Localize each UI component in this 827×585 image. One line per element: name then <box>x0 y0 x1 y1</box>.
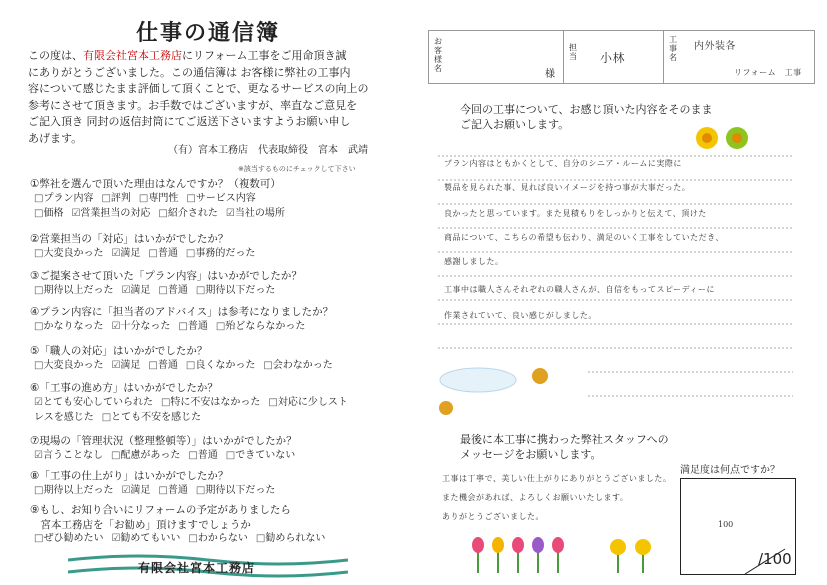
question-7-options <box>34 448 303 463</box>
work-value2: リフォーム 工事 <box>734 68 802 77</box>
checkbox-option[interactable]: □ プラン内容 <box>34 193 93 204</box>
intro-line4: 参考にさせて頂きます。お手数ではございますが、率直なご意見を <box>28 98 358 112</box>
checkbox-option[interactable]: ☑ 満足 <box>121 485 150 496</box>
question-7: ⑦現場の「管理状況（整理整頓等）」はいかがでしたか？ <box>30 435 297 447</box>
checkbox-option[interactable]: ☑ 営業担当の対応 <box>71 208 150 219</box>
question-9-options <box>34 531 333 546</box>
intro-line6: あげます。 <box>28 131 83 145</box>
question-2-options <box>34 246 263 261</box>
question-8: ⑧「工事の仕上がり」はいかがでしたか？ <box>30 470 229 482</box>
checkbox-option[interactable]: ☑ 満足 <box>121 285 150 296</box>
handwritten-line: 商品について、こちらの希望も伝わり、満足のいく工事をしていただき、 <box>444 233 724 242</box>
checkbox-option[interactable]: □ 事務的だった <box>186 248 255 259</box>
checkbox-option[interactable]: □ 期待以下だった <box>196 285 275 296</box>
checkbox-option[interactable]: □ とても不安を感じた <box>102 412 201 423</box>
question-1: ①弊社を選んで頂いた理由はなんですか？（複数可） <box>30 178 281 190</box>
checkbox-option[interactable]: ☑ 満足 <box>111 248 140 259</box>
checkbox-option[interactable]: ☑ 満足 <box>111 360 140 371</box>
prompt1-line1: 今回の工事について、お感じ頂いた内容をそのまま <box>460 103 713 116</box>
prompt2-line1: 最後に本工事に携わった弊社スタッフへの <box>460 433 669 446</box>
checkbox-option[interactable]: □ 特に不安はなかった <box>161 397 260 408</box>
checkbox-option[interactable]: □ 殆どならなかった <box>216 321 305 332</box>
page-title: 仕事の通信簿 <box>135 21 280 46</box>
customer-label: お客様名 <box>434 37 442 73</box>
intro-company: 有限会社宮本工務店 <box>83 49 182 62</box>
checkbox-option[interactable]: □ 紹介された <box>158 208 217 219</box>
checkbox-option[interactable]: □ 評判 <box>101 193 130 204</box>
checkbox-option: レスを感じた <box>34 412 94 423</box>
question-8-options <box>34 483 283 498</box>
checkbox-option[interactable]: □ 普通 <box>178 321 207 332</box>
staff-label: 担当 <box>569 43 577 61</box>
bird-illustration-icon <box>438 360 568 420</box>
checkbox-option[interactable]: □ 大変良かった <box>34 248 103 259</box>
checkbox-option[interactable]: ☑ 十分なった <box>111 321 170 332</box>
question-3: ③ご提案させて頂いた「プラン内容」はいかがでしたか？ <box>30 270 302 282</box>
tulips-icon <box>468 535 668 575</box>
checkbox-option[interactable]: □ 良くなかった <box>186 360 255 371</box>
work-value1: 内外装各 <box>694 41 736 52</box>
checkbox-option[interactable]: □ 対応に少しスト <box>268 397 347 408</box>
checkbox-option[interactable]: □ かなりなった <box>34 321 103 332</box>
checkbox-option[interactable]: □ ぜひ勧めたい <box>34 533 103 544</box>
score-value: 100 <box>718 520 734 529</box>
question-4: ④プラン内容に「担当者のアドバイス」は参考になりましたか？ <box>30 306 334 318</box>
question-6: ⑥「工事の進め方」はいかがでしたか？ <box>30 382 218 394</box>
question-2: ②営業担当の「対応」はいかがでしたか？ <box>30 233 229 245</box>
check-note: ※該当するものにチェックして下さい <box>238 165 356 173</box>
checkbox-option[interactable]: □ 普通 <box>158 485 187 496</box>
sama-label: 様 <box>545 69 555 80</box>
checkbox-option[interactable]: □ 普通 <box>188 450 217 461</box>
score-label: 満足度は何点ですか？ <box>680 465 780 476</box>
checkbox-option[interactable]: □ 普通 <box>148 248 177 259</box>
checkbox-option[interactable]: □ わからない <box>188 533 247 544</box>
checkbox-option[interactable]: ☑ 言うことなし <box>34 450 103 461</box>
checkbox-option[interactable]: □ サービス内容 <box>186 193 255 204</box>
intro-line3: 容について感じたまま評価して頂くことで、更なるサービスの向上の <box>28 82 369 95</box>
checkbox-option[interactable]: □ 普通 <box>148 360 177 371</box>
prompt1-line2: ご記入お願いします。 <box>460 118 570 131</box>
footer-company: 有限会社宮本工務店 <box>138 561 256 575</box>
checkbox-option[interactable]: □ 期待以上だった <box>34 485 113 496</box>
handwritten-message-line: ありがとうございました。 <box>442 512 544 521</box>
checkbox-option[interactable]: □ 普通 <box>158 285 187 296</box>
staff-value: 小林 <box>600 51 626 65</box>
question-5-options <box>34 358 341 373</box>
question-9: ⑨もし、お知り合いにリフォームの予定がありましたら 宮本工務店を「お勧め」頂けますでしょうか <box>30 504 291 531</box>
question-4-options <box>34 319 313 334</box>
checkbox-option[interactable]: □ 大変良かった <box>34 360 103 371</box>
checkbox-option[interactable]: ☑ とても安心していられた <box>34 397 153 408</box>
message-prompt <box>460 432 669 462</box>
handwritten-line: 製品を見られた事、見れば良いイメージを持つ事が大事だった。 <box>444 183 691 192</box>
intro-line1b: にリフォーム工事をご用命頂き誠 <box>182 49 347 62</box>
checkbox-option[interactable]: □ できていない <box>226 450 295 461</box>
question-1-options <box>34 191 293 221</box>
intro-line1a: この度は、 <box>28 49 83 62</box>
question-3-options <box>34 283 283 298</box>
checkbox-option[interactable]: □ 勧められない <box>256 533 325 544</box>
header-table <box>428 30 815 84</box>
checkbox-option[interactable]: □ 期待以下だった <box>196 485 275 496</box>
checkbox-option[interactable]: ☑ 勧めてもいい <box>111 533 180 544</box>
signature: （有）宮本工務店 代表取締役 宮本 武靖 <box>168 145 368 156</box>
checkbox-option[interactable]: □ 専門性 <box>139 193 178 204</box>
checkbox-option[interactable]: □ 価格 <box>34 208 63 219</box>
handwritten-line: 感謝しました。 <box>444 257 504 266</box>
intro-text <box>28 48 398 147</box>
handwritten-line: 工事中は職人さんそれぞれの職人さんが、自信をもってスピーディーに <box>444 285 716 294</box>
checkbox-option[interactable]: □ 会わなかった <box>263 360 332 371</box>
handwritten-line: 良かったと思っています。また見積もりをしっかりと伝えて、頂けた <box>444 209 707 218</box>
checkbox-option[interactable]: □ 期待以上だった <box>34 285 113 296</box>
left-panel <box>8 6 408 581</box>
checkbox-option[interactable]: ☑ 当社の場所 <box>226 208 285 219</box>
staff-cell <box>563 31 664 83</box>
intro-line5: ご記入頂き 同封の返信封筒にてご返送下さいますようお願い申し <box>28 115 351 128</box>
handwritten-line: プラン内容はともかくとして、自分のシニア・ルームに実際に <box>444 159 682 168</box>
question-5: ⑤「職人の対応」はいかがでしたか？ <box>30 345 208 357</box>
checkbox-option[interactable]: □ 配慮があった <box>111 450 180 461</box>
handwritten-message-line: また機会があれば、よろしくお願いいたします。 <box>442 493 629 502</box>
question-6-options <box>34 395 356 425</box>
intro-line2: にありがとうございました。この通信簿は お客様に弊社の工事内 <box>28 65 351 79</box>
prompt2-line2: メッセージをお願いします。 <box>460 448 602 461</box>
work-cell <box>663 31 815 83</box>
handwritten-message-line: 工事は丁寧で、美しい仕上がりにありがとうございました。 <box>442 474 672 483</box>
handwritten-line: 作業されていて、良い感じがしました。 <box>444 311 597 320</box>
right-panel <box>428 30 823 580</box>
work-label: 工事名 <box>669 35 677 62</box>
score-max: /100 <box>758 550 792 568</box>
